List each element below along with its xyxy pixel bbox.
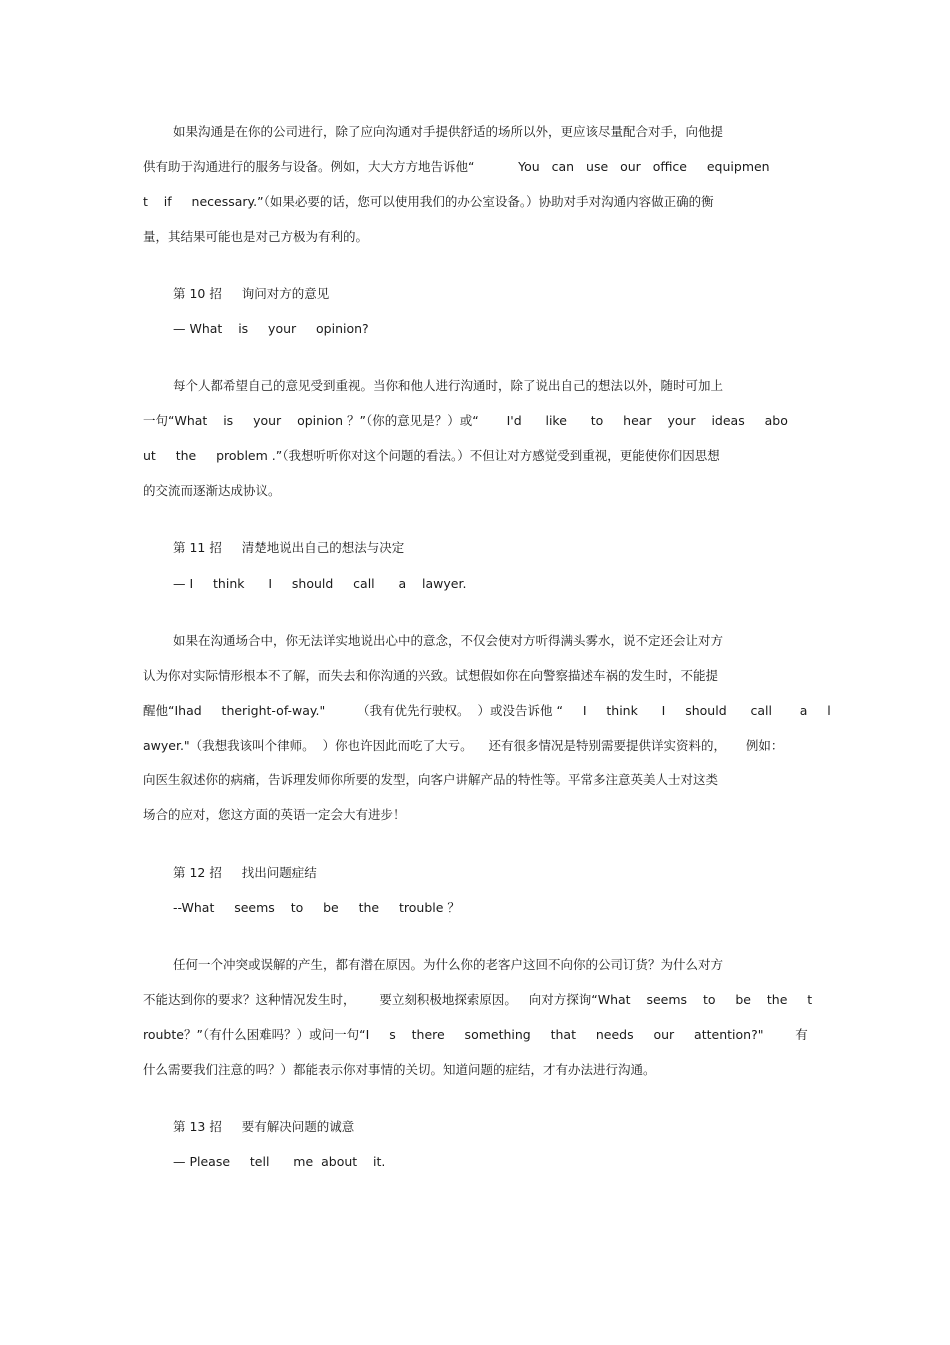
english-phrase: — I think I should call a lawyer. [173,576,467,591]
paragraph-line: 量，其结果可能也是对己方极为有利的。 [143,229,369,244]
paragraph-line: 如果在沟通场合中，你无法详实地说出心中的意念，不仅会使对方听得满头雾水，说不定还会让对方 [173,633,724,648]
section-heading: 第 10 招 询问对方的意见 [173,286,330,301]
paragraph-line: 的交流而逐渐达成协议。 [143,483,281,498]
paragraph-line: 如果沟通是在你的公司进行，除了应向沟通对手提供舒适的场所以外，更应该尽量配合对手，向他提 [173,124,724,139]
section-heading: 第 11 招 清楚地说出自己的想法与决定 [173,540,405,555]
paragraph-line: 醒他“Ihad theright-of-way." （我有优先行驶权。 ）或没告诉他 “ I think I should call a l [143,703,831,718]
paragraph-line: ut the problem .”（我想听听你对这个问题的看法。）不但让对方感觉受到重视，更能使你们因思想 [143,448,720,463]
english-phrase: — Please tell me about it. [173,1154,386,1169]
paragraph-line: 场合的应对，您这方面的英语一定会大有进步！ [143,807,406,822]
english-phrase: — What is your opinion? [173,321,369,336]
paragraph-line: t if necessary.”（如果必要的话，您可以使用我们的办公室设备。）协助对手对沟通内容做正确的衡 [143,194,714,209]
paragraph-line: 认为你对实际情形根本不了解，而失去和你沟通的兴致。试想假如你在向警察描述车祸的发生时，不能提 [143,668,719,683]
paragraph-line: 不能达到你的要求？这种情况发生时， 要立刻积极地探索原因。 向对方探询“What seems to be the t [143,992,813,1007]
paragraph-line: 向医生叙述你的病痛，告诉理发师你所要的发型，向客户讲解产品的特性等。平常多注意英美人士对这类 [143,772,719,787]
english-phrase: --What seems to be the trouble ？ [173,900,460,915]
paragraph-line: awyer."（我想我该叫个律师。 ）你也许因此而吃了大亏。 还有很多情况是特别需要提供详实资料的， 例如： [143,738,784,753]
section-heading: 第 12 招 找出问题症结 [173,865,317,880]
paragraph-line: 一句“What is your opinion ？”（你的意见是？）或“ I'd like to hear your ideas abo [143,413,788,428]
paragraph-line: 每个人都希望自己的意见受到重视。当你和他人进行沟通时，除了说出自己的想法以外，随时可加上 [173,378,724,393]
paragraph-line: 供有助于沟通进行的服务与设备。例如，大大方方地告诉他“ You can use our office equipmen [143,159,770,174]
section-heading: 第 13 招 要有解决问题的诚意 [173,1119,355,1134]
paragraph-line: roubte？”（有什么困难吗？）或问一句“I s there something that needs our attention?" 有 [143,1027,808,1042]
paragraph-line: 任何一个冲突或误解的产生，都有潜在原因。为什么你的老客户这回不向你的公司订货？为什么对方 [173,957,724,972]
paragraph-line: 什么需要我们注意的吗？）都能表示你对事情的关切。知道问题的症结，才有办法进行沟通。 [143,1062,656,1077]
